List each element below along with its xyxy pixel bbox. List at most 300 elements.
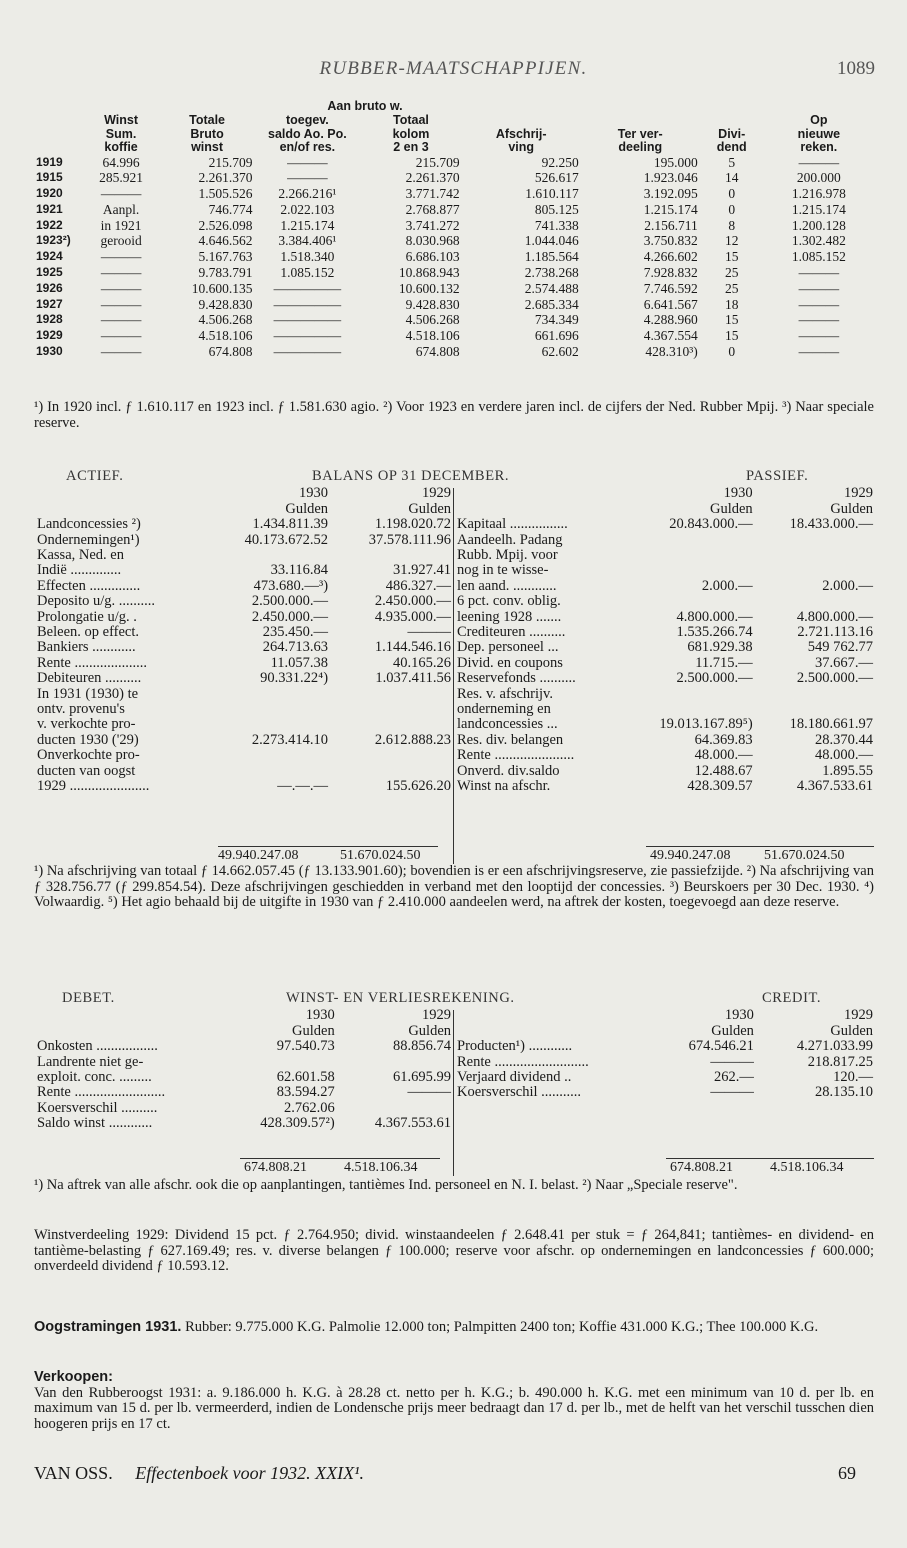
debet-year-1929: 1929 (422, 1007, 451, 1023)
ledger-amount: 12.488.67 (694, 762, 753, 779)
credit-table (454, 1008, 876, 1101)
passief-year-1929: 1929 (844, 485, 873, 501)
ledger-amount: 2.500.000.— (251, 593, 329, 610)
actief-year-1930: 1930 (299, 485, 329, 501)
ledger-label: Onverd. div.saldo (457, 762, 560, 779)
value-cell: ————— (273, 328, 342, 344)
value-cell: 215.709 (208, 154, 253, 170)
ledger-label: Rubb. Mpij. voor (457, 547, 558, 563)
header-line: Ter ver- (617, 126, 663, 141)
ledger-amount: 4.800.000.— (676, 608, 753, 625)
passief-unit-1929: Gulden (830, 500, 873, 517)
debet-year-1930: 1930 (305, 1007, 335, 1023)
actief-label: ACTIEF. (66, 468, 124, 484)
ledger-label: Rente .................... (37, 654, 147, 671)
ledger-row (34, 640, 454, 655)
ledger-row (454, 733, 876, 748)
ledger-label: onderneming en (457, 701, 551, 718)
ledger-label: Beleen. op effect. (37, 624, 139, 641)
ledger-row (454, 717, 876, 732)
balance-footnote: ¹) Na afschrijving van totaal ƒ 14.662.057.45 (ƒ 13.133.901.60); bovendien is er een afschrijvingsreserve, zie passiefzijde. ²) Na afschrijving van ƒ 328.756.77 (ƒ 299.854.54). Deze afschrijvingen geschiedden in verband met den looptijd der concessies. ³) Beurskoers per 30 Dec. 1930. ⁴) Volwaardig. ⁵) Het agio behaald bij de uitgifte in 1930 van ƒ 2.410.000 aandeelen werd, na aftrek der kosten, toegevoegd aan deze reserve. (34, 863, 874, 910)
wv-divider (453, 1010, 454, 1176)
ledger-amount (207, 548, 331, 563)
value-cell: 215.709 (415, 154, 460, 170)
col-saldo (254, 114, 360, 155)
ledger-label: Aandeelh. Padang (457, 531, 563, 548)
value-cell: ——— (798, 344, 840, 360)
ledger-label: Res. div. belangen (457, 731, 564, 748)
ledger-row (454, 764, 876, 779)
value-cell: 4.518.106 (198, 328, 253, 344)
ledger-amount: 1.198.020.72 (374, 516, 451, 533)
table-row (34, 155, 874, 171)
ledger-amount: 1.144.546.16 (374, 639, 451, 656)
year-cell: 1920 (36, 186, 63, 201)
credit-unit-1930: Gulden (711, 1022, 754, 1039)
header-line: reken. (800, 140, 838, 154)
value-cell: 2.022.103 (280, 201, 335, 217)
value-cell: 4.518.106 (405, 328, 460, 344)
ledger-amount: 28.135.10 (815, 1084, 873, 1101)
value-cell: 3.384.406¹ (278, 233, 337, 249)
ledger-label: Effecten .............. (37, 577, 141, 594)
value-cell: 1.302.482 (791, 233, 846, 249)
ledger-amount: 62.601.58 (276, 1069, 335, 1085)
ledger-amount (338, 1101, 454, 1116)
ledger-amount: 40.173.672.52 (244, 531, 329, 548)
value-cell: 14 (724, 170, 739, 186)
value-cell: 674.808 (415, 344, 460, 360)
value-cell: 2.685.334 (524, 296, 579, 312)
ledger-amount: 2.500.000.— (796, 670, 873, 687)
ledger-label: Rente ......................... (37, 1084, 166, 1101)
actief-unit-1929: Gulden (408, 500, 451, 517)
ledger-label: Prolongatie u/g. . (37, 608, 137, 625)
ledger-amount: 120.— (833, 1069, 873, 1085)
ledger-row (34, 610, 454, 625)
ledger-amount: 2.000.— (822, 577, 873, 594)
value-cell: 2.738.268 (524, 265, 579, 281)
table-row (34, 249, 874, 265)
ledger-amount (622, 548, 756, 563)
value-cell: 200.000 (796, 170, 841, 186)
ledger-row (454, 671, 876, 686)
ledger-amount (331, 764, 454, 779)
ledger-amount: 2.500.000.— (676, 670, 753, 687)
year-cell: 1929 (36, 328, 63, 343)
value-cell: 8.030.968 (405, 233, 460, 249)
passief-total-rule (646, 846, 874, 847)
header-line: kolom (392, 126, 430, 141)
ledger-row (454, 548, 876, 563)
ledger-label: ontv. provenu's (37, 701, 125, 718)
value-cell: 2.768.877 (405, 201, 460, 217)
oogstramingen-heading: Oogstramingen 1931. (34, 1319, 182, 1335)
ledger-row (34, 548, 454, 563)
col-bruto-winst (160, 114, 255, 155)
table1-superheader: Aan bruto w. (327, 99, 403, 113)
page-number: 1089 (837, 58, 875, 79)
col-afschrijving (462, 114, 581, 155)
table-row (34, 344, 874, 360)
balance-title: BALANS OP 31 DECEMBER. (312, 468, 510, 484)
ledger-row (454, 640, 876, 655)
header-line: Sum. (105, 126, 137, 141)
value-cell: 3.771.742 (405, 186, 460, 202)
ledger-amount (622, 594, 756, 609)
table1-footnote: ¹) In 1920 incl. ƒ 1.610.117 en 1923 incl. ƒ 1.581.630 agio. ²) Voor 1923 en verdere jaren incl. de cijfers der Ned. Rubber Mpij. ³) Naar speciale reserve. (34, 399, 874, 431)
dividend-history-table (34, 114, 874, 360)
value-cell: 428.310³) (645, 344, 698, 360)
header-line: Afschrij- (495, 126, 547, 141)
value-cell: 1.215.174 (643, 201, 698, 217)
value-cell: 661.696 (534, 328, 579, 344)
header-line: en/of res. (279, 140, 336, 154)
ledger-amount (331, 748, 454, 763)
value-cell: 9.428.830 (405, 296, 460, 312)
ledger-amount: ——— (710, 1084, 754, 1101)
header-line: winst (191, 140, 224, 154)
ledger-amount: 1.895.55 (822, 762, 873, 779)
year-cell: 1930 (36, 344, 63, 359)
header-line: Op (810, 113, 828, 127)
wv-footnote: ¹) Na aftrek van alle afschr. ook die op aanplantingen, tantièmes Ind. personeel en N. I. belast. ²) Naar „Speciale reserve". (34, 1177, 738, 1193)
ledger-row (34, 625, 454, 640)
table-row (34, 218, 874, 234)
value-cell: ——— (798, 280, 840, 296)
actief-total-1930: 49.940.247.08 (218, 848, 299, 863)
ledger-label: Debiteuren .......... (37, 670, 142, 687)
ledger-amount: 2.450.000.— (251, 608, 329, 625)
ledger-amount: 97.540.73 (276, 1038, 335, 1055)
col-totaal (360, 114, 461, 155)
ledger-row (454, 610, 876, 625)
actief-table (34, 486, 454, 795)
ledger-amount: 1.434.811.39 (252, 516, 329, 533)
value-cell: ——— (100, 328, 142, 344)
ledger-amount: 18.180.661.97 (789, 716, 873, 733)
ledger-label: leening 1928 ....... (457, 608, 562, 625)
ledger-row (34, 1070, 454, 1085)
ledger-amount: 428.309.57 (687, 778, 753, 795)
ledger-amount: 549 762.77 (807, 639, 873, 656)
credit-year-1929: 1929 (844, 1007, 873, 1023)
ledger-amount (338, 1055, 454, 1070)
value-cell: 3.750.832 (643, 233, 698, 249)
ledger-label: Landrente niet ge- (37, 1053, 144, 1070)
col-op-nieuwe-rekening (764, 114, 874, 155)
ledger-label: len aand. ............ (457, 577, 557, 594)
ledger-amount: 681.929.38 (687, 639, 753, 656)
debet-unit-1930: Gulden (292, 1022, 335, 1039)
year-cell: 1923²) (36, 233, 71, 248)
value-cell: 25 (724, 265, 739, 281)
oogstramingen-text: Rubber: 9.775.000 K.G. Palmolie 12.000 ton; Palmpitten 2400 ton; Koffie 431.000 K.G.; Thee 100.000 K.G. (185, 1319, 819, 1335)
value-cell: 62.602 (541, 344, 579, 360)
value-cell: 15 (724, 249, 739, 265)
year-cell: 1928 (36, 312, 63, 327)
value-cell: 9.783.791 (198, 265, 253, 281)
table-row (34, 297, 874, 313)
value-cell: 92.250 (541, 154, 579, 170)
passief-total-1930: 49.940.247.08 (650, 848, 731, 863)
value-cell: 1.085.152 (280, 265, 335, 281)
value-cell: 10.868.943 (398, 265, 460, 281)
ledger-amount: 4.367.553.61 (374, 1115, 451, 1132)
value-cell: ——— (798, 154, 840, 170)
value-cell: 3.741.272 (405, 217, 460, 233)
ledger-row (454, 1070, 876, 1085)
running-header (0, 58, 907, 88)
value-cell: 2.574.488 (524, 280, 579, 296)
ledger-amount: 48.000.— (694, 747, 753, 764)
table-row (34, 281, 874, 297)
value-cell: 2.261.370 (198, 170, 253, 186)
ledger-row (454, 702, 876, 717)
year-cell: 1922 (36, 217, 63, 232)
ledger-row (454, 1039, 876, 1054)
header-line: Totale (189, 113, 225, 127)
page-footer (34, 1463, 874, 1484)
ledger-amount (756, 702, 876, 717)
passief-total-1929: 51.670.024.50 (764, 848, 845, 863)
ledger-amount: 4.800.000.— (796, 608, 873, 625)
value-cell: 25 (724, 280, 739, 296)
value-cell: 285.921 (99, 170, 144, 186)
ledger-row (454, 533, 876, 548)
actief-unit-1930: Gulden (285, 500, 329, 517)
year-cell: 1915 (36, 170, 63, 185)
value-cell: 5 (728, 154, 736, 170)
value-cell: 1.215.174 (280, 217, 335, 233)
value-cell: 1.085.152 (791, 249, 846, 265)
ledger-amount: 11.057.38 (270, 654, 329, 671)
ledger-label: Divid. en coupons (457, 654, 563, 671)
debet-total-1929: 4.518.106.34 (344, 1160, 418, 1175)
ledger-amount (622, 702, 756, 717)
actief-total-rule (218, 846, 438, 847)
ledger-label: 1929 ...................... (37, 778, 150, 795)
ledger-amount: ——— (407, 1084, 451, 1101)
header-line: nieuwe (797, 126, 841, 141)
header-line: saldo Ao. Po. (268, 126, 347, 141)
ledger-amount: 262.— (714, 1069, 754, 1085)
value-cell: ——— (287, 154, 328, 170)
credit-unit-1929: Gulden (830, 1022, 873, 1039)
value-cell: 674.808 (208, 344, 253, 360)
ledger-label: Deposito u/g. .......... (37, 593, 156, 610)
ledger-amount (622, 687, 756, 702)
ledger-label: nog in te wisse- (457, 562, 549, 579)
table1-header-row (34, 114, 874, 155)
passief-unit-1930: Gulden (709, 500, 753, 517)
ledger-label: Rente ...................... (457, 747, 575, 764)
verkoopen-section (34, 1370, 874, 1432)
ledger-amount: 48.000.— (815, 747, 873, 764)
ledger-amount: 486.327.— (385, 577, 451, 594)
value-cell: 1.610.117 (525, 186, 579, 202)
year-cell: 1921 (36, 201, 63, 216)
table-row (34, 265, 874, 281)
ledger-amount: 2.273.414.10 (251, 731, 329, 748)
value-cell: 64.996 (102, 154, 140, 170)
ledger-amount: 155.626.20 (385, 778, 451, 795)
ledger-label: Ondernemingen¹) (37, 531, 140, 548)
ledger-amount: 33.116.84 (270, 562, 329, 579)
ledger-amount (207, 748, 331, 763)
ledger-row (34, 717, 454, 732)
table-row (34, 312, 874, 328)
ledger-row (454, 748, 876, 763)
ledger-row (34, 671, 454, 686)
ledger-amount: 28.370.44 (815, 731, 873, 748)
value-cell: ——— (100, 249, 142, 265)
ledger-row (454, 656, 876, 671)
ledger-amount: 19.013.167.89⁵) (659, 716, 753, 733)
ledger-label: 6 pct. conv. oblig. (457, 593, 561, 610)
value-cell: ——— (798, 328, 840, 344)
header-line: Winst (104, 113, 139, 127)
ledger-label: Rente .......................... (457, 1053, 589, 1070)
value-cell: 1.518.340 (280, 249, 335, 265)
ledger-amount: 31.927.41 (393, 562, 451, 579)
table-row (34, 186, 874, 202)
value-cell: 6.641.567 (643, 296, 698, 312)
ledger-amount: 90.331.22⁴) (260, 670, 329, 687)
credit-total-1930: 674.808.21 (670, 1160, 733, 1175)
ledger-row (454, 594, 876, 609)
ledger-row (34, 594, 454, 609)
value-cell: ——— (287, 170, 328, 186)
col-dividend (700, 114, 764, 155)
value-cell: 0 (728, 186, 736, 202)
value-cell: ————— (273, 296, 342, 312)
ledger-amount (331, 717, 454, 732)
ledger-row (34, 733, 454, 748)
ledger-amount (756, 548, 876, 563)
ledger-amount (756, 563, 876, 578)
value-cell: 2.266.216¹ (278, 186, 337, 202)
value-cell: 805.125 (534, 201, 579, 217)
credit-year-1930: 1930 (724, 1007, 754, 1023)
ledger-amount: 83.594.27 (276, 1084, 335, 1101)
ledger-row (34, 1085, 454, 1100)
value-cell: 195.000 (653, 154, 698, 170)
value-cell: ————— (273, 312, 342, 328)
passief-year-1930: 1930 (723, 485, 753, 501)
book-title: Effectenboek voor 1932. XXIX¹. (135, 1463, 365, 1483)
value-cell: 1.044.046 (524, 233, 579, 249)
value-cell: 4.506.268 (405, 312, 460, 328)
oogstramingen-paragraph (34, 1320, 874, 1336)
ledger-row (34, 579, 454, 594)
ledger-amount: 88.856.74 (393, 1038, 451, 1055)
wv-title: WINST- EN VERLIESREKENING. (286, 990, 515, 1006)
ledger-amount: 428.309.57²) (260, 1115, 335, 1132)
verkoopen-heading: Verkoopen: (34, 1369, 113, 1385)
col-ter-verdeeling (581, 114, 700, 155)
ledger-label: ducten van oogst (37, 762, 136, 779)
value-cell: 1.185.564 (524, 249, 579, 265)
ledger-label: Dep. personeel ... (457, 639, 559, 656)
debet-table (34, 1008, 454, 1132)
value-cell: 1.505.526 (198, 186, 253, 202)
value-cell: 1.923.046 (643, 170, 698, 186)
ledger-row (454, 779, 876, 794)
ledger-amount: 64.369.83 (694, 731, 753, 748)
value-cell: 1.200.128 (791, 217, 846, 233)
value-cell: 0 (728, 201, 736, 217)
ledger-label: v. verkochte pro- (37, 716, 136, 733)
ledger-label: Onkosten ................. (37, 1038, 158, 1055)
ledger-row (34, 687, 454, 702)
balance-divider (453, 488, 454, 864)
value-cell: 0 (728, 344, 736, 360)
ledger-amount: 18.433.000.— (789, 516, 873, 533)
value-cell: 2.261.370 (405, 170, 460, 186)
ledger-label: In 1931 (1930) te (37, 685, 139, 702)
ledger-amount: 473.680.—³) (253, 577, 329, 594)
ledger-amount: 235.450.— (262, 624, 329, 641)
ledger-amount: 1.535.266.74 (676, 624, 753, 641)
ledger-amount: 4.367.533.61 (796, 778, 873, 795)
ledger-amount: 40.165.26 (393, 654, 451, 671)
footer-page: 69 (838, 1463, 856, 1483)
header-line: Bruto (190, 126, 224, 141)
ledger-row (34, 656, 454, 671)
ledger-row (34, 748, 454, 763)
ledger-amount (331, 702, 454, 717)
value-cell: 12 (724, 233, 739, 249)
debet-total-1930: 674.808.21 (244, 1160, 307, 1175)
value-cell: 4.266.602 (643, 249, 698, 265)
value-cell: 741.338 (534, 217, 579, 233)
ledger-amount: ——— (407, 624, 451, 641)
ledger-label: Producten¹) ............ (457, 1038, 573, 1055)
ledger-amount (622, 563, 756, 578)
ledger-row (34, 517, 454, 532)
value-cell: 1.216.978 (791, 186, 846, 202)
ledger-amount: 4.935.000.— (374, 608, 451, 625)
ledger-amount: ——— (710, 1053, 754, 1070)
value-cell: 10.600.135 (191, 280, 253, 296)
balance-sheet (34, 486, 874, 866)
value-cell: 2.526.098 (198, 217, 253, 233)
value-cell: ——— (100, 280, 142, 296)
header-line: 2 en 3 (393, 140, 429, 154)
ledger-label: Kapitaal ................ (457, 516, 568, 533)
value-cell: 734.349 (534, 312, 579, 328)
ledger-amount (207, 687, 331, 702)
ledger-amount (207, 717, 331, 732)
ledger-label: landconcessies ... (457, 716, 558, 733)
value-cell: ——— (100, 344, 142, 360)
ledger-amount: 4.271.033.99 (796, 1038, 873, 1055)
ledger-row (454, 563, 876, 578)
ledger-label: Onverkochte pro- (37, 747, 140, 764)
ledger-row (34, 1039, 454, 1054)
value-cell: Aanpl. (102, 201, 140, 217)
credit-label: CREDIT. (762, 990, 822, 1006)
ledger-row (454, 579, 876, 594)
value-cell: ——— (100, 312, 142, 328)
header-line: ving (508, 140, 535, 154)
ledger-row (34, 779, 454, 794)
table-row (34, 170, 874, 186)
ledger-row (454, 625, 876, 640)
value-cell: 7.928.832 (643, 265, 698, 281)
value-cell: 4.646.562 (198, 233, 253, 249)
